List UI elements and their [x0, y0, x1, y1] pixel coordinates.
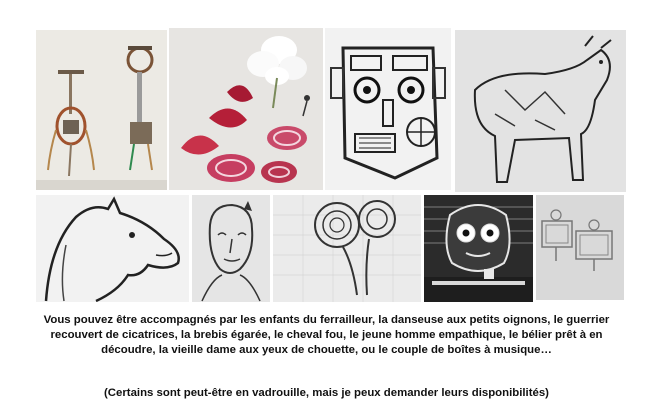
tile-scarred-warrior: [325, 28, 451, 190]
scarred-warrior-icon: [325, 28, 451, 190]
tile-ram: [273, 195, 421, 302]
ram-icon: [273, 195, 421, 302]
owl-eyed-lady-icon: [424, 195, 533, 302]
onion-dancer-icon: [169, 28, 323, 190]
tile-crazy-horse: [36, 195, 189, 302]
tile-onion-dancer: [169, 28, 323, 190]
metal-sculpture-icon: [36, 30, 167, 190]
music-boxes-icon: [536, 195, 624, 300]
artwork-collage: [36, 28, 626, 302]
tile-empathic-man: [192, 195, 270, 302]
tile-music-boxes: [536, 195, 624, 300]
empathic-man-icon: [192, 195, 270, 302]
description-text: Vous pouvez être accompagnés par les enfants du ferrailleur, la danseuse aux petits oignons, le guerrier recouvert de cicatrices, la brebis égarée, le cheval fou, le jeune homme empathique, le bélier prêt à en découdre, la vieille dame aux yeux de chouette, ou le couple de boîtes à musique…: [43, 314, 610, 356]
crazy-horse-icon: [36, 195, 189, 302]
tile-owl-eyed-lady: [424, 195, 533, 302]
tile-lost-sheep: [455, 30, 626, 192]
tile-metal-sculptures: [36, 30, 167, 190]
lost-sheep-icon: [455, 30, 626, 192]
availability-note: (Certains sont peut-être en vadrouille, mais je peux demander leurs disponibilités): [104, 387, 549, 399]
